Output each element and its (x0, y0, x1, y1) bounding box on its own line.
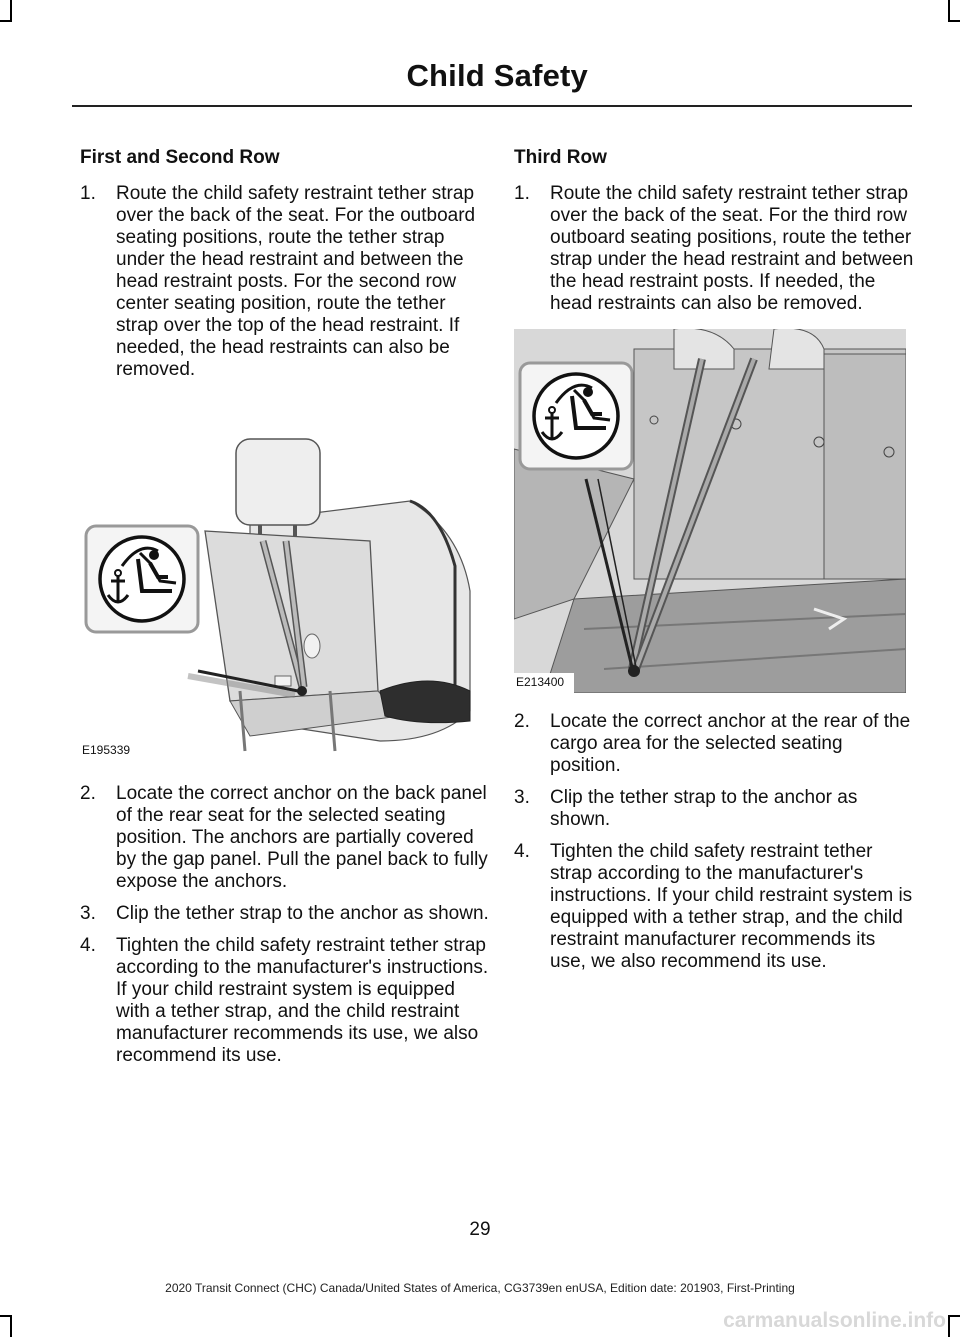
step-text: Tighten the child safety restraint tether strap according to the manufacturer's instructions. If your child restraint system is equipped with a tether strap, and the child restraint manufacturer recommends its use, we also recommend its use. (550, 841, 913, 972)
list-item (80, 783, 490, 893)
step-text: Tighten the child safety restraint tether strap according to the manufacturer's instructions. If your child restraint system is equipped with a tether strap, and the child restraint manufacturer recommends its use, we also recommend its use. (116, 935, 489, 1066)
crop-mark (948, 1315, 950, 1337)
list-item (514, 787, 914, 831)
step-number: 4. (514, 841, 530, 862)
list-item (80, 935, 490, 1067)
step-text: Locate the correct anchor at the rear of the cargo area for the selected seating position. (550, 711, 911, 776)
seat-illustration (80, 391, 480, 761)
cargo-area-illustration (514, 329, 906, 693)
step-text: Route the child safety restraint tether strap over the back of the seat. For the outboard seating positions, route the tether strap under the head restraint and between the head restraint posts. For the second row center seating position, route the tether strap over the top of the head restraint. If needed, the head restraints can also be removed. (116, 183, 476, 380)
step-text: Locate the correct anchor on the back panel of the rear seat for the selected seating position. The anchors are partially covered by the gap panel. Pull the panel back to fully expose the anchors. (116, 783, 488, 892)
step-number: 3. (514, 787, 530, 808)
crop-mark (948, 20, 960, 22)
crop-mark (10, 1315, 12, 1337)
crop-mark (10, 0, 12, 22)
footer-text: 2020 Transit Connect (CHC) Canada/United States of America, CG3739en enUSA, Edition date: 201903, First-Printing (165, 1281, 795, 1295)
section-heading: First and Second Row (80, 147, 280, 168)
step-number: 1. (514, 183, 530, 204)
right-column (514, 145, 914, 983)
section-heading: Third Row (514, 147, 607, 168)
list-item (514, 183, 914, 315)
watermark: carmanualsonline.info (723, 1309, 946, 1332)
crop-mark (948, 0, 950, 22)
rear-seat-tether-illustration (80, 391, 480, 761)
figure-code: E195339 (82, 743, 131, 757)
page-title: Child Safety (406, 58, 588, 93)
list-item (514, 841, 914, 973)
left-column (80, 145, 490, 1077)
step-text: Clip the tether strap to the anchor as shown. (116, 903, 489, 924)
step-number: 4. (80, 935, 96, 956)
step-text: Clip the tether strap to the anchor as shown. (550, 787, 858, 830)
figure-code: E213400 (516, 675, 565, 689)
crop-mark (948, 1315, 960, 1317)
list-item (514, 711, 914, 777)
step-number: 2. (80, 783, 96, 804)
step-number: 2. (514, 711, 530, 732)
page-number: 29 (469, 1219, 491, 1240)
third-row-tether-illustration (514, 329, 906, 693)
crop-mark (0, 1315, 12, 1317)
step-number: 3. (80, 903, 96, 924)
list-item (80, 183, 490, 381)
step-text: Route the child safety restraint tether strap over the back of the seat. For the third row outboard seating positions, route the tether strap under the head restraint and between the head restraint posts. If needed, the head restraints can also be removed. (550, 183, 914, 314)
list-item (80, 903, 490, 925)
step-number: 1. (80, 183, 96, 204)
header-divider (72, 105, 912, 107)
crop-mark (0, 20, 12, 22)
